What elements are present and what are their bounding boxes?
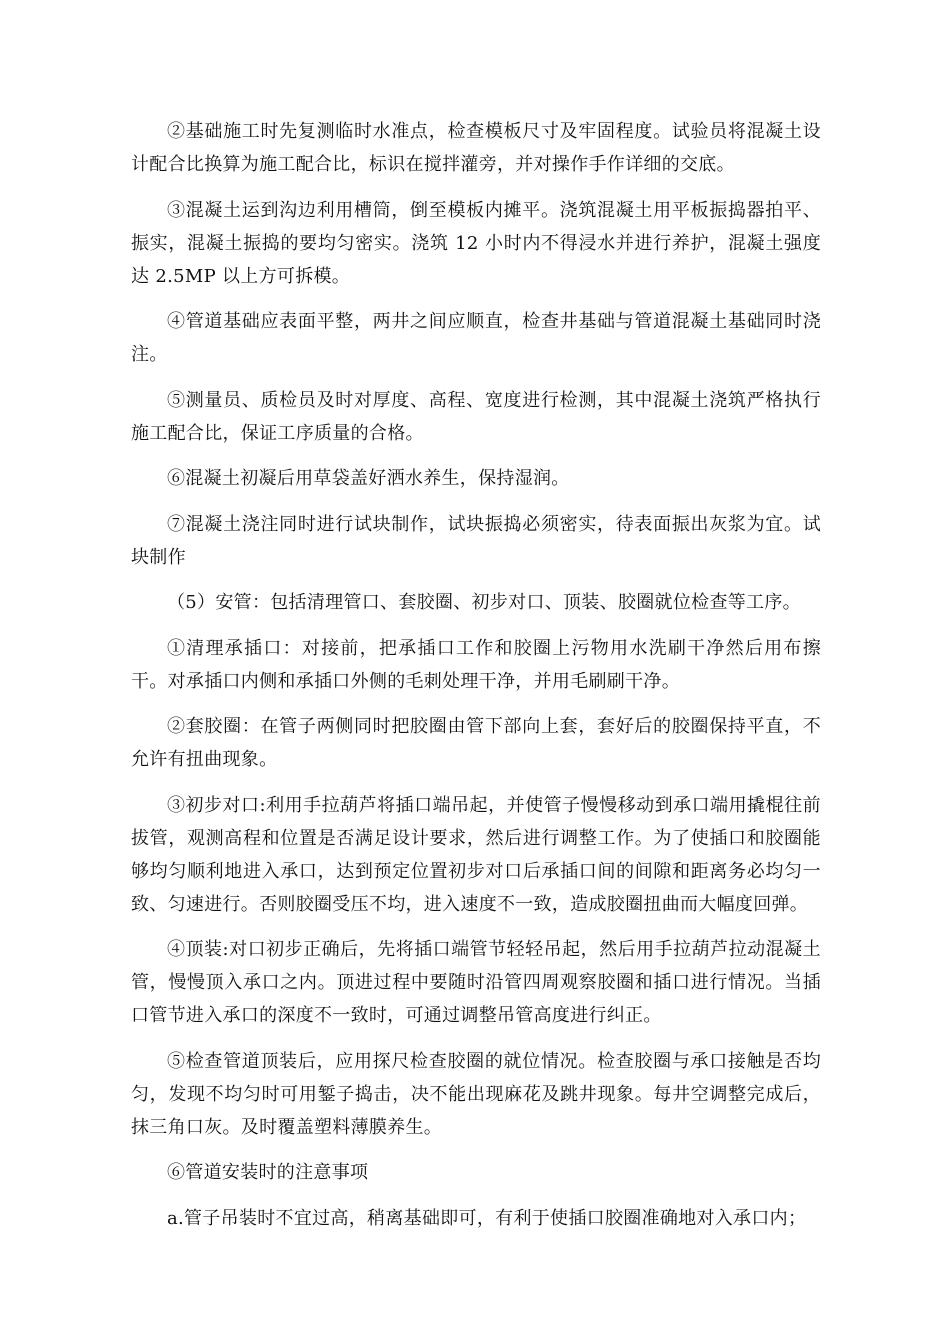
paragraph-test-blocks: ⑦混凝土浇注同时进行试块制作，试块振捣必须密实，待表面振出灰浆为宜。试块制作 (131, 513, 821, 568)
paragraph-check-gasket: ⑤检查管道顶装后，应用探尺检查胶圈的就位情况。检查胶圈与承口接触是否均匀，发现不均匀时可用錾子捣击，决不能出现麻花及跳井现象。每井空调整完成后，抹三角口灰。及时覆盖塑料薄膜养生。 (131, 1050, 821, 1138)
document-body (131, 115, 821, 1247)
paragraph-notes-heading: ⑥管道安装时的注意事项 (167, 1162, 369, 1183)
paragraph-curing: ⑥混凝土初凝后用草袋盖好洒水养生，保持湿润。 (167, 468, 570, 489)
paragraph-inspection: ⑤测量员、质检员及时对厚度、高程、宽度进行检测，其中混凝土浇筑严格执行施工配合比，保证工序质量的合格。 (131, 389, 821, 444)
paragraph-clean-socket: ①清理承插口：对接前，把承插口工作和胶圈上污物用水洗刷干净然后用布擦干。对承插口内侧和承插口外侧的毛刺处理干净，并用毛刷刷干净。 (131, 637, 821, 692)
paragraph-foundation-surface: ④管道基础应表面平整，两井之间应顺直，检查井基础与管道混凝土基础同时浇注。 (131, 311, 821, 365)
paragraph-initial-alignment: ③初步对口:利用手拉葫芦将插口端吊起，并使管子慢慢移动到承口端用撬棍往前拔管，观测高程和位置是否满足设计要求，然后进行调整工作。为了使插口和胶圈能够均匀顺利地进入承口，达到预定位置初步对口后承插口间的间隙和距离务必均匀一致、匀速进行。否则胶圈受压不均，进入速度不一致，造成胶圈扭曲而大幅度回弹。 (131, 794, 821, 915)
paragraph-pipe-installation-heading: （5）安管：包括清理管口、套胶圈、初步对口、顶装、胶圈就位检查等工序。 (167, 592, 801, 613)
paragraph-jacking: ④顶装:对口初步正确后，先将插口端管节轻轻吊起，然后用手拉葫芦拉动混凝土管，慢慢顶入承口之内。顶进过程中要随时沿管四周观察胶圈和插口进行情况。当插口管节进入承口的深度不一致时，可通过调整吊管高度进行纠正。 (131, 939, 821, 1026)
paragraph-fit-gasket: ②套胶圈：在管子两侧同时把胶圈由管下部向上套，套好后的胶圈保持平直，不允许有扭曲现象。 (131, 716, 821, 770)
paragraph-concrete-pouring: ③混凝土运到沟边利用槽筒，倒至模板内摊平。浇筑混凝土用平板振捣器拍平、振实，混凝土振捣的要均匀密实。浇筑 12 小时内不得浸水并进行养护，混凝土强度达 2.5MP 以上方可拆模。 (131, 199, 821, 287)
paragraph-foundation-survey: ②基础施工时先复测临时水准点，检查模板尺寸及牢固程度。试验员将混凝土设计配合比换算为施工配合比，标识在搅拌灌旁，并对操作手作详细的交底。 (131, 121, 821, 175)
paragraph-note-a: a.管子吊装时不宜过高，稍离基础即可，有利于使插口胶圈准确地对入承口内； (167, 1207, 807, 1229)
